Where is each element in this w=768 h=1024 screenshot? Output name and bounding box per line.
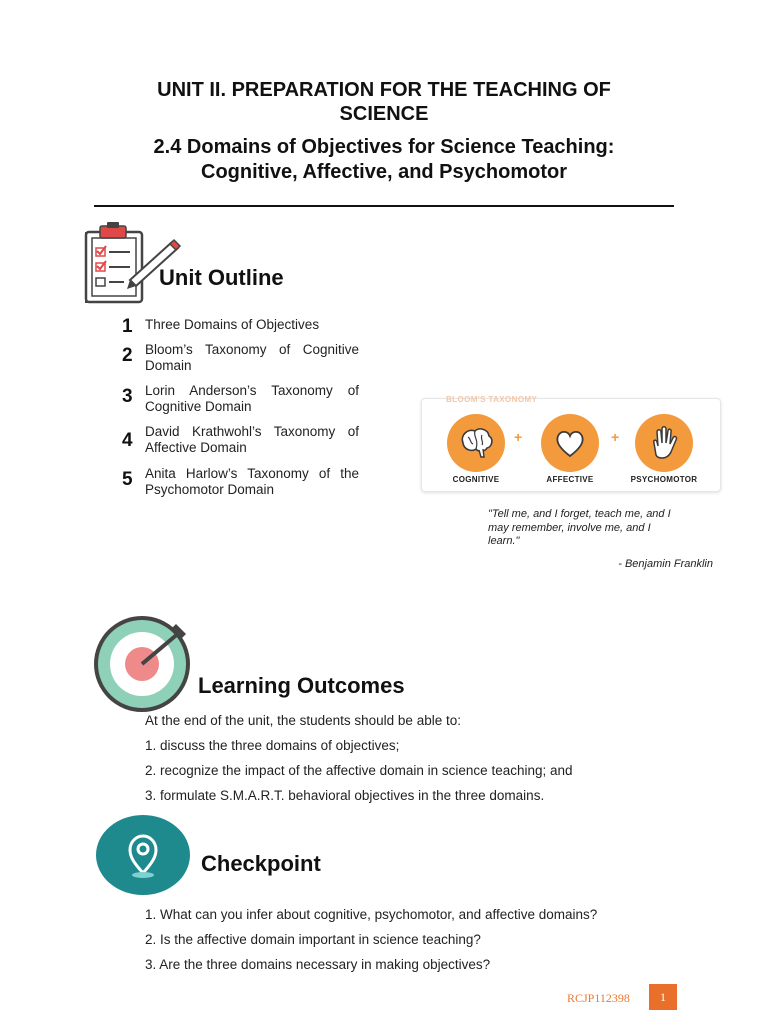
plus-sign: + <box>611 429 620 445</box>
unit-title-line1: UNIT II. PREPARATION FOR THE TEACHING OF <box>157 79 611 101</box>
section-title-line1: 2.4 Domains of Objectives for Science Teaching: <box>153 136 615 158</box>
outline-number: 5 <box>122 469 133 490</box>
list-item: 1. discuss the three domains of objectives; <box>145 738 400 753</box>
psychomotor-label: PSYCHOMOTOR <box>630 475 698 484</box>
list-item: 3. formulate S.M.A.R.T. behavioral objectives in the three domains. <box>145 788 545 803</box>
unit-outline-heading: Unit Outline <box>159 265 284 290</box>
learning-outcomes-heading: Learning Outcomes <box>198 673 405 698</box>
plus-sign: + <box>514 429 523 445</box>
outline-number: 3 <box>122 386 133 407</box>
quote-author: - Benjamin Franklin <box>618 558 713 570</box>
outline-number: 1 <box>122 316 133 337</box>
list-item: 2. Is the affective domain important in science teaching? <box>145 932 481 947</box>
section-title <box>60 135 708 185</box>
outline-number: 4 <box>122 430 133 451</box>
list-item: 1. What can you infer about cognitive, psychomotor, and affective domains? <box>145 907 598 922</box>
outline-text: David Krathwohl’s Taxonomy of Affective Domain <box>145 424 359 455</box>
quote-line1: "Tell me, and I forget, teach me, and I <box>488 508 671 520</box>
outline-number: 2 <box>122 345 133 366</box>
affective-label: AFFECTIVE <box>546 475 594 484</box>
cognitive-label: COGNITIVE <box>452 475 500 484</box>
quote-line3: learn." <box>488 535 520 547</box>
unit-title-line2: SCIENCE <box>339 103 429 125</box>
outline-text: Bloom’s Taxonomy of Cognitive Domain <box>145 342 359 373</box>
document-code: RCJP112398 <box>567 991 630 1005</box>
outline-text: Three Domains of Objectives <box>145 317 320 332</box>
heart-icon <box>540 413 600 473</box>
target-icon <box>86 614 194 714</box>
clipboard-checklist-icon <box>72 218 184 308</box>
list-item: 2. recognize the impact of the affective domain in science teaching; and <box>145 763 573 778</box>
list-item: 3. Are the three domains necessary in making objectives? <box>145 957 491 972</box>
location-pin-icon <box>96 815 190 895</box>
brain-icon <box>446 413 506 473</box>
learning-outcomes-intro: At the end of the unit, the students should be able to: <box>145 713 461 728</box>
blooms-taxonomy-title: BLOOM'S TAXONOMY <box>446 395 538 404</box>
page-number: 1 <box>649 984 677 1010</box>
quote-line2: may remember, involve me, and I <box>488 521 651 534</box>
header-divider <box>94 205 674 207</box>
blooms-taxonomy-graphic <box>421 395 721 492</box>
outline-text: Lorin Anderson’s Taxonomy of Cognitive Domain <box>145 383 359 414</box>
outline-text: Anita Harlow’s Taxonomy of the Psychomotor Domain <box>145 466 359 497</box>
checkpoint-heading: Checkpoint <box>201 851 321 876</box>
quote-text <box>488 508 718 549</box>
hand-icon <box>634 413 694 473</box>
unit-title <box>60 78 708 126</box>
section-title-line2: Cognitive, Affective, and Psychomotor <box>201 161 567 183</box>
